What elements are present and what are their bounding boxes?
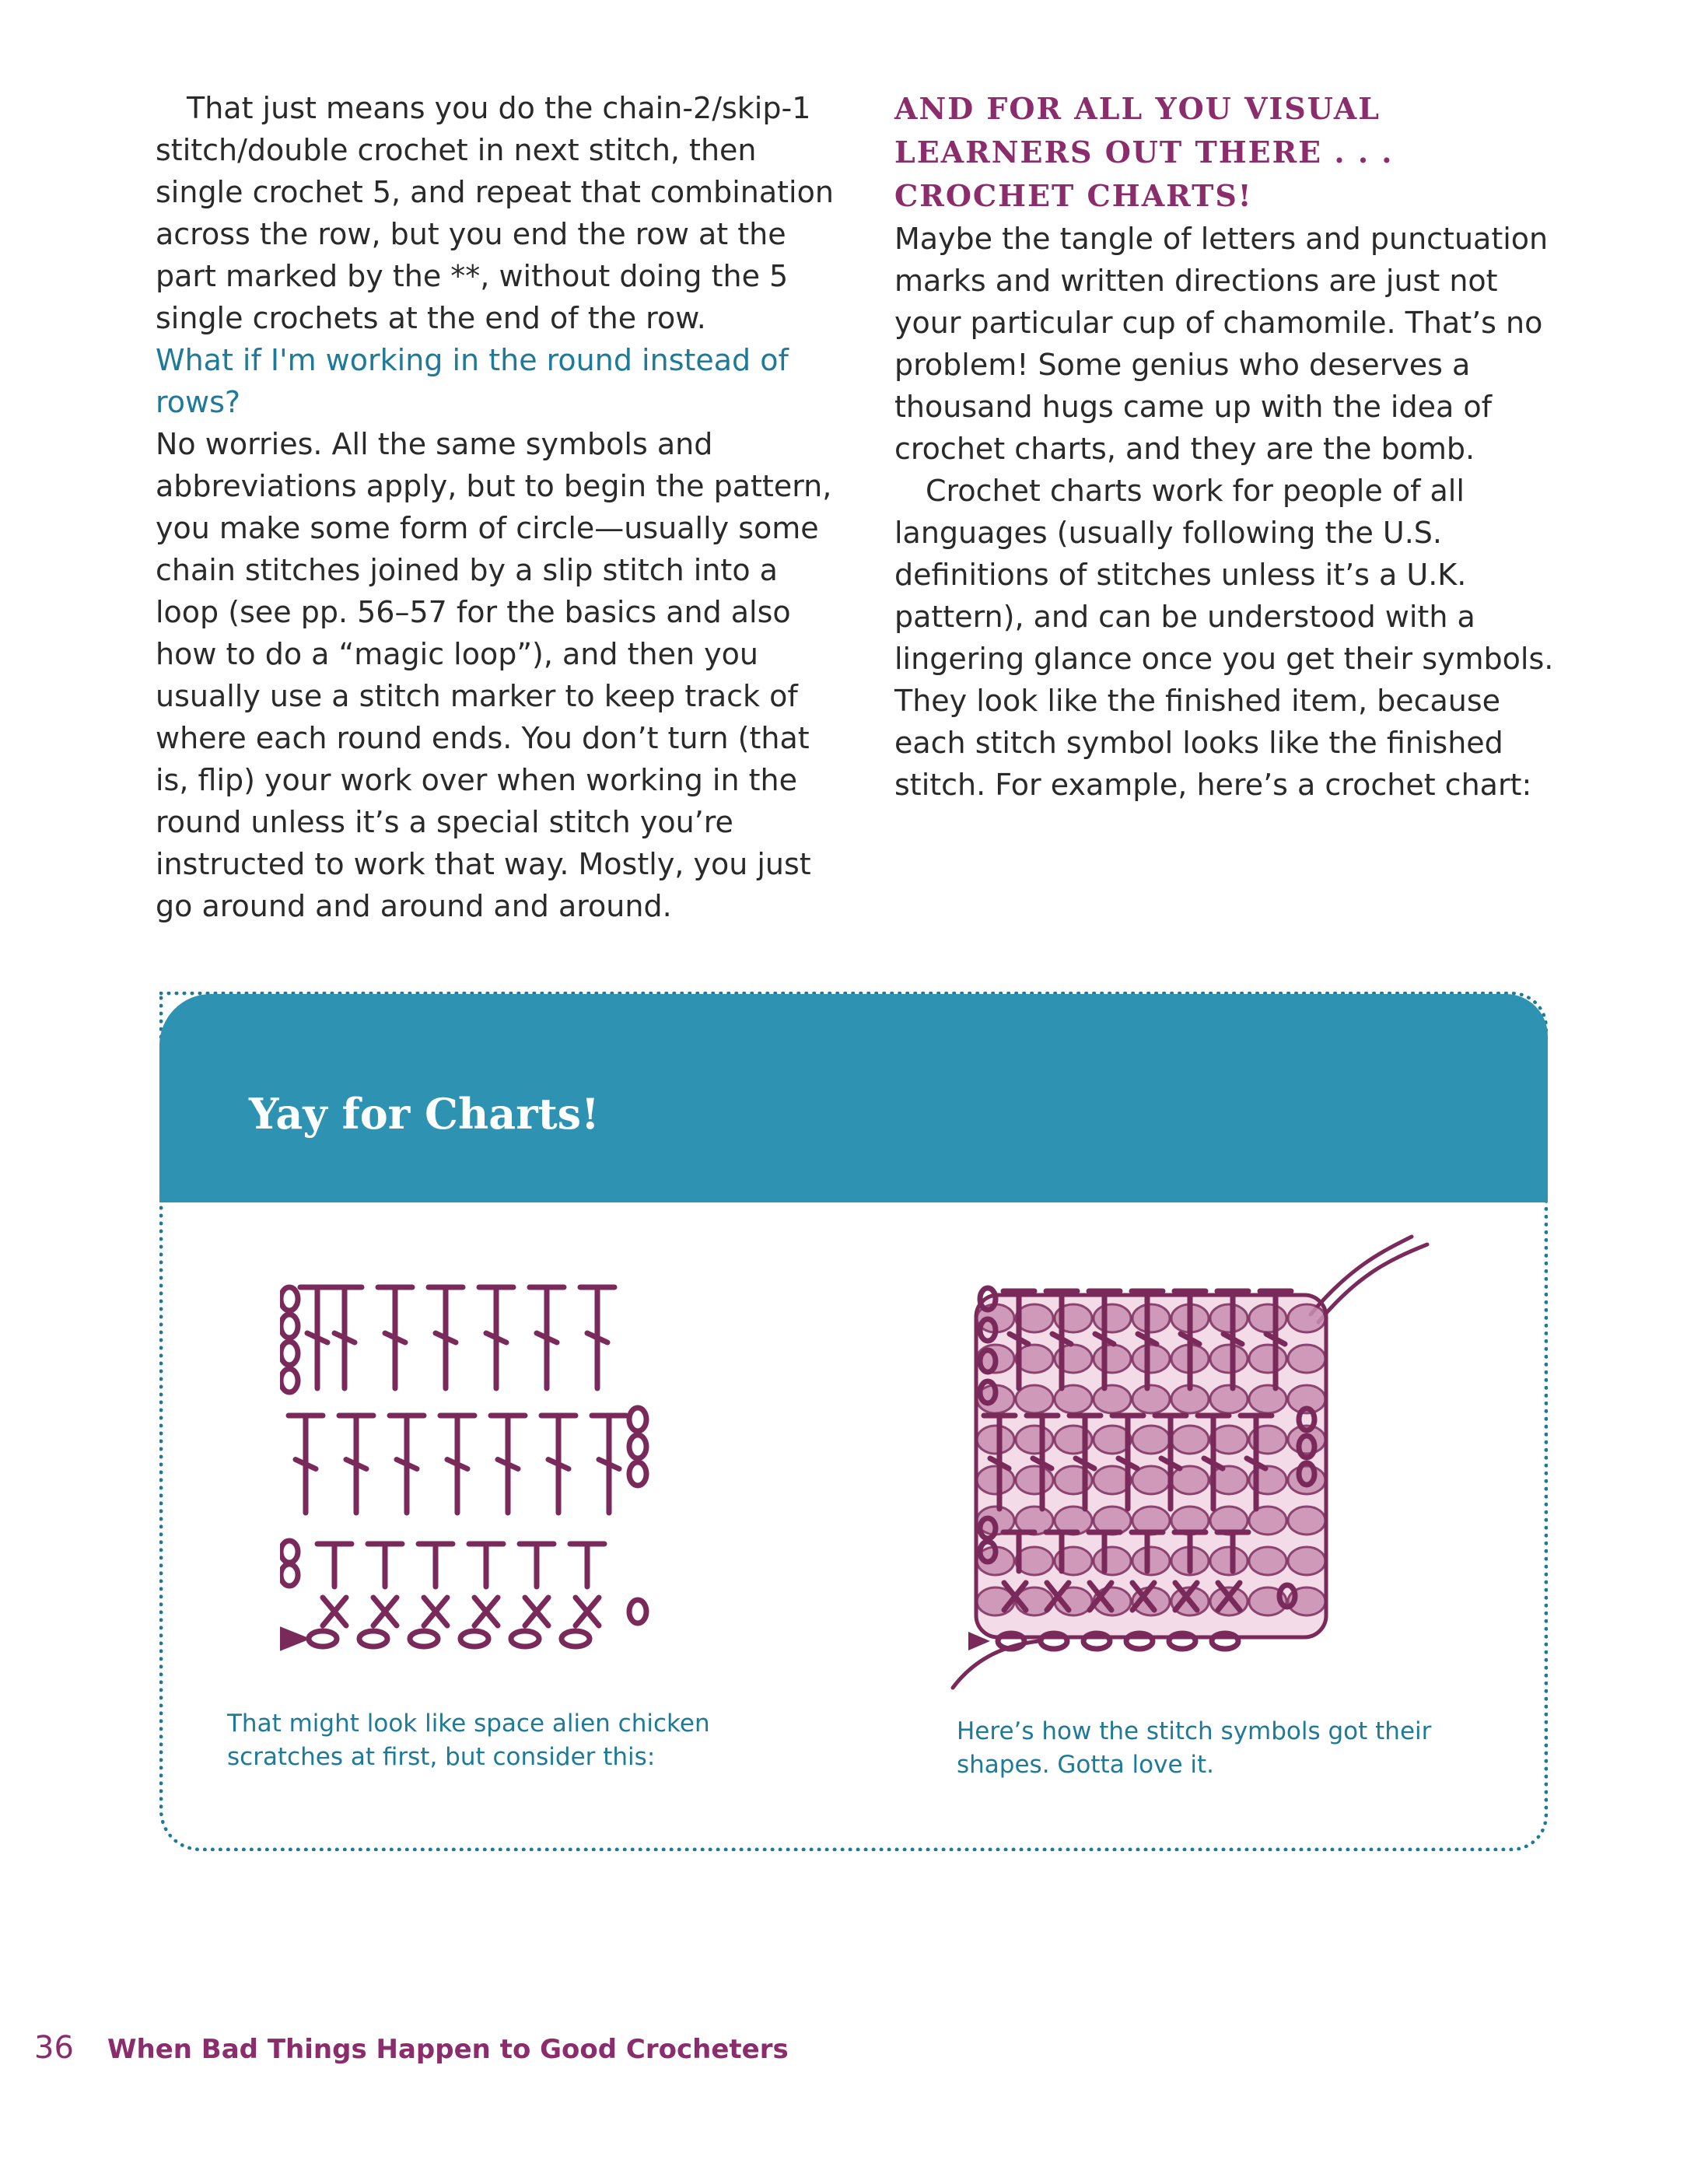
right-column (894, 87, 1556, 806)
chain-symbol (629, 1462, 646, 1486)
charts-paragraph-1: Maybe the tangle of letters and punctuation marks and written directions are just not your particular cup of chamomile. That’s no problem! Some genius who deserves a thousand hugs came up with the idea of crochet charts, and they are the bomb. (894, 222, 1549, 466)
yarn-loop (1210, 1385, 1248, 1413)
stitch-illustration (945, 1221, 1443, 1719)
double-crochet-symbol (479, 1287, 513, 1388)
chain-symbol (629, 1600, 646, 1623)
charts-heading: AND FOR ALL YOU VISUAL LEARNERS OUT THERE . . . CROCHET CHARTS! (894, 91, 1394, 213)
double-crochet-symbol (429, 1287, 463, 1388)
chain-symbol (281, 1564, 298, 1586)
yarn-loop (1210, 1345, 1248, 1373)
chain-symbol (1083, 1633, 1110, 1649)
double-crochet-symbol (440, 1416, 474, 1513)
yarn-loop (1288, 1304, 1325, 1332)
yarn-tail (1311, 1237, 1412, 1314)
charts-paragraph-2: Crochet charts work for people of all languages (usually following the U.S. definitions of stitches unless it’s a U.K. pattern), and can be understood with a lingering glance once you get their symbols. They look like the finished item, because each stitch symbol looks like the finished stitch. For example, here’s a crochet chart: (894, 474, 1554, 802)
subheading-in-the-round: What if I'm working in the round instead of rows? (156, 343, 789, 419)
single-crochet-symbol (424, 1598, 447, 1626)
yarn-loop (1288, 1507, 1325, 1535)
chain-symbol (629, 1408, 646, 1431)
yarn-loop (1288, 1345, 1325, 1373)
single-crochet-symbol (373, 1598, 397, 1626)
yarn-loop (1288, 1547, 1325, 1575)
chain-symbol (998, 1633, 1024, 1649)
single-crochet-symbol (323, 1598, 346, 1626)
running-footer-title: When Bad Things Happen to Good Crocheters (107, 2034, 789, 2065)
yarn-loop (1132, 1385, 1170, 1413)
yarn-loop (1094, 1385, 1131, 1413)
double-crochet-symbol (339, 1416, 373, 1513)
caption-left: That might look like space alien chicken scratches at first, but consider this: (227, 1710, 710, 1771)
chain-symbol (281, 1369, 298, 1392)
yarn-loop (1094, 1547, 1131, 1575)
single-crochet-symbol (576, 1598, 599, 1626)
double-crochet-symbol (491, 1416, 525, 1513)
intro-paragraph: That just means you do the chain-2/skip-1 stitch/double crochet in next stitch, then single crochet 5, and repeat that combination across the row, but you end the row at the part marked by the **, without doing the 5 single crochets at the end of the row. (156, 91, 834, 335)
yarn-loop (1132, 1547, 1170, 1575)
chain-symbol (1212, 1633, 1238, 1649)
half-double-crochet-symbol (520, 1544, 554, 1587)
half-double-crochet-symbol (317, 1544, 352, 1587)
yarn-loop (1249, 1345, 1286, 1373)
single-crochet-symbol (474, 1598, 498, 1626)
yarn-loop (1210, 1304, 1248, 1332)
yarn-tail (953, 1641, 1038, 1688)
yarn-loop (1132, 1345, 1170, 1373)
crochet-chart (280, 1276, 716, 1696)
yarn-loop (1171, 1466, 1209, 1494)
double-crochet-symbol (289, 1416, 323, 1513)
left-column (156, 87, 840, 927)
single-crochet-symbol (525, 1598, 548, 1626)
yarn-loop (1288, 1466, 1325, 1494)
yarn-loop (1249, 1304, 1286, 1332)
chain-symbol (1169, 1633, 1195, 1649)
chain-symbol (359, 1631, 387, 1647)
yarn-loop (1016, 1426, 1053, 1454)
round-body-paragraph: No worries. All the same symbols and abbreviations apply, but to begin the pattern, you make some form of circle—usually some chain stitches joined by a slip stitch into a loop (see pp. 56–57 for the basics and also how to do a “magic loop”), and then you usually use a stitch marker to keep track of where each round ends. You don’t turn (that is, flip) your work over when working in the round unless it’s a special stitch you’re instructed to work that way. Mostly, you just go around and around and around. (156, 427, 832, 923)
yarn-loop (1132, 1426, 1170, 1454)
double-crochet-symbol (580, 1287, 614, 1388)
yarn-loop (1210, 1547, 1248, 1575)
double-crochet-symbol (378, 1287, 412, 1388)
double-crochet-symbol (592, 1416, 626, 1513)
half-double-crochet-symbol (418, 1544, 453, 1587)
yarn-loop (1094, 1345, 1131, 1373)
chain-symbol (281, 1287, 298, 1311)
yarn-loop (1094, 1304, 1131, 1332)
yarn-loop (1132, 1304, 1170, 1332)
yarn-loop (1016, 1466, 1053, 1494)
yarn-loop (977, 1426, 1014, 1454)
chain-symbol (281, 1541, 298, 1563)
caption-right: Here’s how the stitch symbols got their shapes. Gotta love it. (957, 1717, 1432, 1779)
half-double-crochet-symbol (570, 1544, 604, 1587)
start-marker-icon (280, 1629, 303, 1648)
chain-symbol (410, 1631, 438, 1647)
double-crochet-symbol (530, 1287, 564, 1388)
yarn-loop (1249, 1547, 1286, 1575)
sidebar-title: Yay for Charts! (249, 1089, 600, 1139)
double-crochet-symbol (327, 1287, 362, 1388)
yarn-loop (1249, 1385, 1286, 1413)
chain-symbol (1041, 1633, 1067, 1649)
chain-symbol (1126, 1633, 1153, 1649)
chain-symbol (309, 1631, 337, 1647)
chain-symbol (562, 1631, 590, 1647)
double-crochet-symbol (541, 1416, 576, 1513)
chain-symbol (281, 1314, 298, 1338)
half-double-crochet-symbol (469, 1544, 503, 1587)
double-crochet-symbol (390, 1416, 424, 1513)
chain-symbol (511, 1631, 539, 1647)
half-double-crochet-symbol (368, 1544, 402, 1587)
yarn-loop (1171, 1426, 1209, 1454)
chain-symbol (460, 1631, 488, 1647)
page-number: 36 (34, 2030, 74, 2066)
chain-symbol (629, 1435, 646, 1458)
double-crochet-symbol (300, 1287, 334, 1388)
chain-symbol (281, 1342, 298, 1365)
